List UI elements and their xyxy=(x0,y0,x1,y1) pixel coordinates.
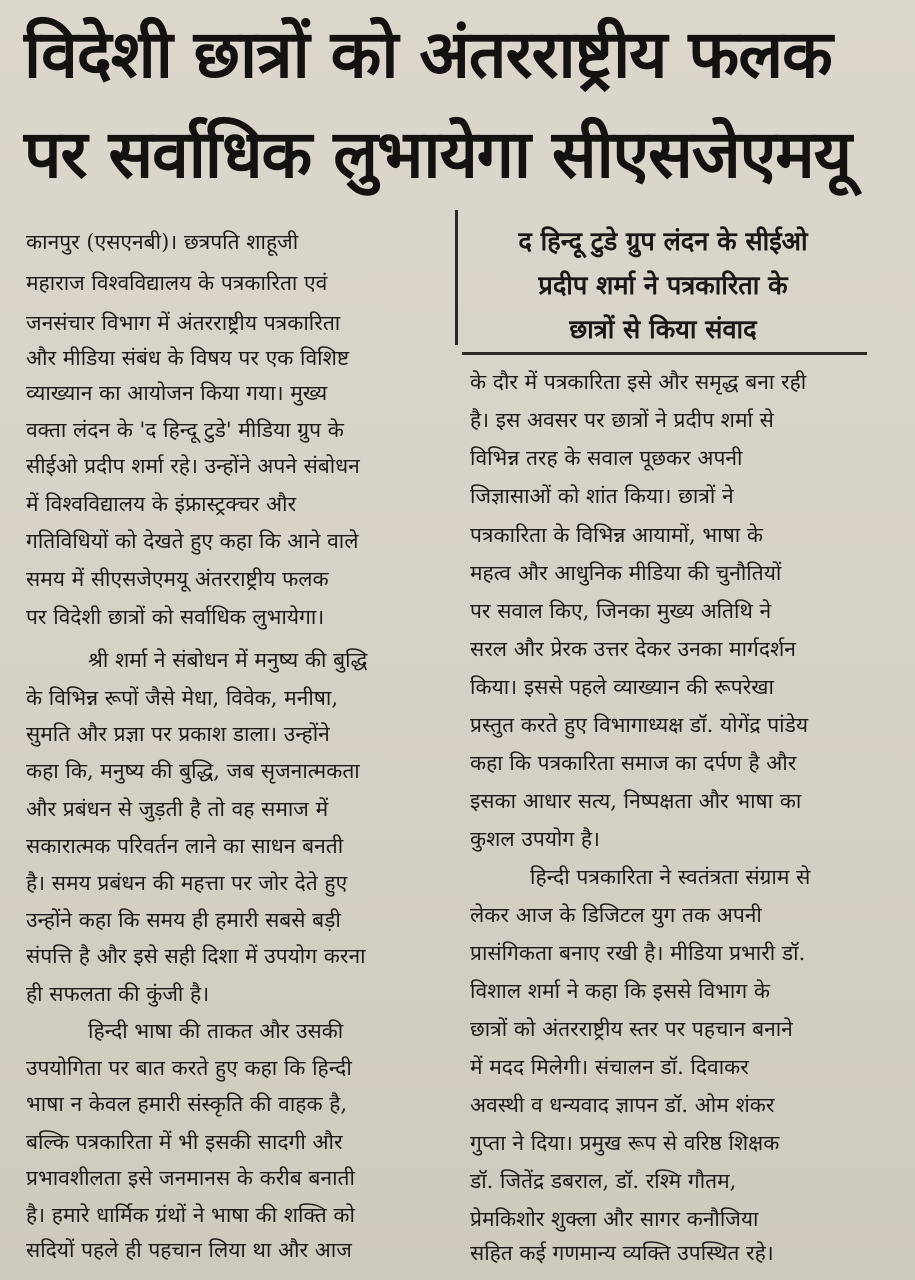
left-line-23: उपयोगिता पर बात करते हुए कहा कि हिन्दी xyxy=(26,1056,352,1080)
left-line-15: कहा कि, मनुष्य की बुद्धि, जब सृजनात्मकता xyxy=(26,759,360,783)
left-line-5: व्याख्यान का आयोजन किया गया। मुख्य xyxy=(26,381,328,405)
right-line-21: गुप्ता ने दिया। प्रमुख रूप से वरिष्ठ शिक्षक xyxy=(470,1131,780,1155)
subheadline-line-2: प्रदीप शर्मा ने पत्रकारिता के xyxy=(538,271,788,301)
left-line-22: हिन्दी भाषा की ताकत और उसकी xyxy=(88,1019,344,1043)
left-line-24: भाषा न केवल हमारी संस्कृति की वाहक है, xyxy=(26,1092,348,1116)
right-line-23: प्रेमकिशोर शुक्ला और सागर कनौजिया xyxy=(470,1207,759,1231)
left-line-14: सुमति और प्रज्ञा पर प्रकाश डाला। उन्होंने xyxy=(26,722,330,746)
subheadline-line-3: छात्रों से किया संवाद xyxy=(569,315,757,345)
left-line-6: वक्ता लंदन के 'द हिन्दू टुडे' मीडिया ग्रुप के xyxy=(26,418,344,442)
right-line-20: अवस्थी व धन्यवाद ज्ञापन डॉ. ओम शंकर xyxy=(470,1093,775,1117)
left-line-10: समय में सीएसजेएमयू अंतरराष्ट्रीय फलक xyxy=(26,567,329,591)
left-line-18: है। समय प्रबंधन की महत्ता पर जोर देते हुए xyxy=(26,871,348,895)
right-line-12: इसका आधार सत्य, निष्पक्षता और भाषा का xyxy=(470,789,802,813)
left-line-8: में विश्वविद्यालय के इंफ्रास्ट्रक्चर और xyxy=(26,492,297,516)
left-line-20: संपत्ति है और इसे सही दिशा में उपयोग करना xyxy=(26,944,366,968)
right-line-3: विभिन्न तरह के सवाल पूछकर अपनी xyxy=(470,446,743,470)
subheadline-box xyxy=(455,210,868,345)
right-line-18: छात्रों को अंतरराष्ट्रीय स्तर पर पहचान बनाने xyxy=(470,1017,793,1041)
right-line-19: में मदद मिलेगी। संचालन डॉ. दिवाकर xyxy=(470,1055,749,1079)
right-line-11: कहा कि पत्रकारिता समाज का दर्पण है और xyxy=(470,751,797,775)
left-line-16: और प्रबंधन से जुड़ती है तो वह समाज में xyxy=(26,797,329,821)
left-line-26: प्रभावशीलता इसे जनमानस के करीब बनाती xyxy=(26,1166,355,1190)
right-line-24: सहित कई गणमान्य व्यक्ति उपस्थित रहे। xyxy=(470,1241,774,1265)
left-line-4: और मीडिया संबंध के विषय पर एक विशिष्ट xyxy=(26,346,350,370)
right-line-13: कुशल उपयोग है। xyxy=(470,827,600,851)
left-line-7: सीईओ प्रदीप शर्मा रहे। उन्होंने अपने संबोधन xyxy=(26,454,360,478)
left-line-3: जनसंचार विभाग में अंतरराष्ट्रीय पत्रकारिता xyxy=(26,311,341,335)
right-line-14: हिन्दी पत्रकारिता ने स्वतंत्रता संग्राम से xyxy=(530,865,811,889)
left-line-9: गतिविधियों को देखते हुए कहा कि आने वाले xyxy=(26,529,359,553)
left-line-21: ही सफलता की कुंजी है। xyxy=(26,982,210,1006)
left-line-25: बल्कि पत्रकारिता में भी इसकी सादगी और xyxy=(26,1130,343,1154)
right-line-6: महत्व और आधुनिक मीडिया की चुनौतियों xyxy=(470,561,782,585)
right-line-5: पत्रकारिता के विभिन्न आयामों, भाषा के xyxy=(470,523,763,547)
left-line-27: है। हमारे धार्मिक ग्रंथों ने भाषा की शक्ति को xyxy=(26,1203,355,1227)
left-line-17: सकारात्मक परिवर्तन लाने का साधन बनती xyxy=(26,834,344,858)
right-line-2: है। इस अवसर पर छात्रों ने प्रदीप शर्मा से xyxy=(470,408,774,432)
right-line-8: सरल और प्रेरक उत्तर देकर उनका मार्गदर्शन xyxy=(470,637,796,661)
right-line-1: के दौर में पत्रकारिता इसे और समृद्ध बना रही xyxy=(470,370,807,394)
left-line-2: महाराज विश्वविद्यालय के पत्रकारिता एवं xyxy=(26,271,328,295)
left-line-13: के विभिन्न रूपों जैसे मेधा, विवेक, मनीषा, xyxy=(26,686,339,710)
headline-line-1: विदेशी छात्रों को अंतरराष्ट्रीय फलक xyxy=(24,16,832,93)
left-line-1: कानपुर (एसएनबी)। छत्रपति शाहूजी xyxy=(26,230,299,254)
left-line-11: पर विदेशी छात्रों को सर्वाधिक लुभायेगा। xyxy=(26,605,325,629)
left-line-12: श्री शर्मा ने संबोधन में मनुष्य की बुद्धि xyxy=(88,648,368,672)
right-line-9: किया। इससे पहले व्याख्यान की रूपरेखा xyxy=(470,675,774,699)
right-line-7: पर सवाल किए, जिनका मुख्य अतिथि ने xyxy=(470,599,772,623)
right-line-17: विशाल शर्मा ने कहा कि इससे विभाग के xyxy=(470,979,770,1003)
right-line-22: डॉ. जितेंद्र डबराल, डॉ. रश्मि गौतम, xyxy=(470,1169,737,1193)
left-line-19: उन्होंने कहा कि समय ही हमारी सबसे बड़ी xyxy=(26,908,341,932)
right-line-15: लेकर आज के डिजिटल युग तक अपनी xyxy=(470,903,762,927)
right-line-16: प्रासंगिकता बनाए रखी है। मीडिया प्रभारी डॉ. xyxy=(470,941,806,965)
left-line-28: सदियों पहले ही पहचान लिया था और आज xyxy=(26,1238,352,1262)
headline-line-2: पर सर्वाधिक लुभायेगा सीएसजेएमयू xyxy=(24,116,852,193)
subheadline-line-1: द हिन्दू टुडे ग्रुप लंदन के सीईओ xyxy=(518,227,808,257)
right-line-4: जिज्ञासाओं को शांत किया। छात्रों ने xyxy=(470,484,734,508)
subheadline-divider xyxy=(462,352,867,355)
right-line-10: प्रस्तुत करते हुए विभागाध्यक्ष डॉ. योगेंद्र पांडेय xyxy=(470,713,808,737)
